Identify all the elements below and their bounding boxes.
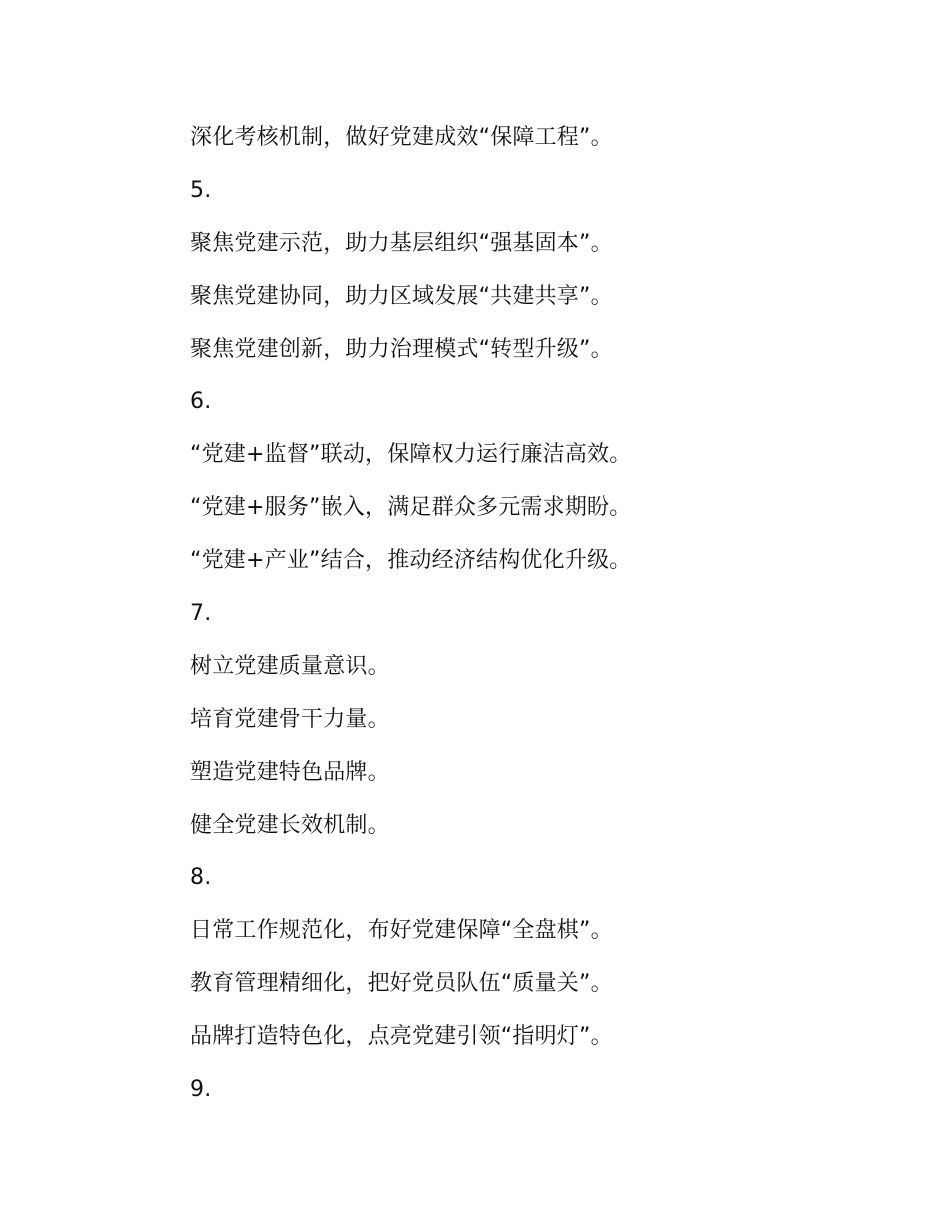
section-number: 6.	[190, 389, 212, 415]
section-number: 8.	[190, 865, 212, 891]
text-line: 聚焦党建协同，助力区域发展“共建共享”。	[190, 283, 613, 309]
text-line: 品牌打造特色化，点亮党建引领“指明灯”。	[190, 1024, 613, 1050]
text-line: 培育党建骨干力量。	[190, 706, 390, 732]
text-line: 聚焦党建创新，助力治理模式“转型升级”。	[190, 336, 613, 362]
text-line: “党建+服务”嵌入，满足群众多元需求期盼。	[190, 495, 632, 521]
text-line: 教育管理精细化，把好党员队伍“质量关”。	[190, 971, 613, 997]
text-line: 树立党建质量意识。	[190, 653, 390, 679]
text-line: “党建+监督”联动，保障权力运行廉洁高效。	[190, 442, 632, 468]
text-line: 深化考核机制，做好党建成效“保障工程”。	[190, 125, 613, 150]
section-number: 5.	[190, 177, 212, 203]
document-body	[190, 112, 890, 1117]
section-number: 7.	[190, 601, 212, 627]
text-line: 聚焦党建示范，助力基层组织“强基固本”。	[190, 230, 613, 256]
section-number: 9.	[190, 1077, 212, 1103]
text-line: 日常工作规范化，布好党建保障“全盘棋”。	[190, 918, 613, 944]
text-line: 塑造党建特色品牌。	[190, 759, 390, 785]
text-line: 健全党建长效机制。	[190, 812, 390, 838]
text-line: “党建+产业”结合，推动经济结构优化升级。	[190, 548, 632, 574]
